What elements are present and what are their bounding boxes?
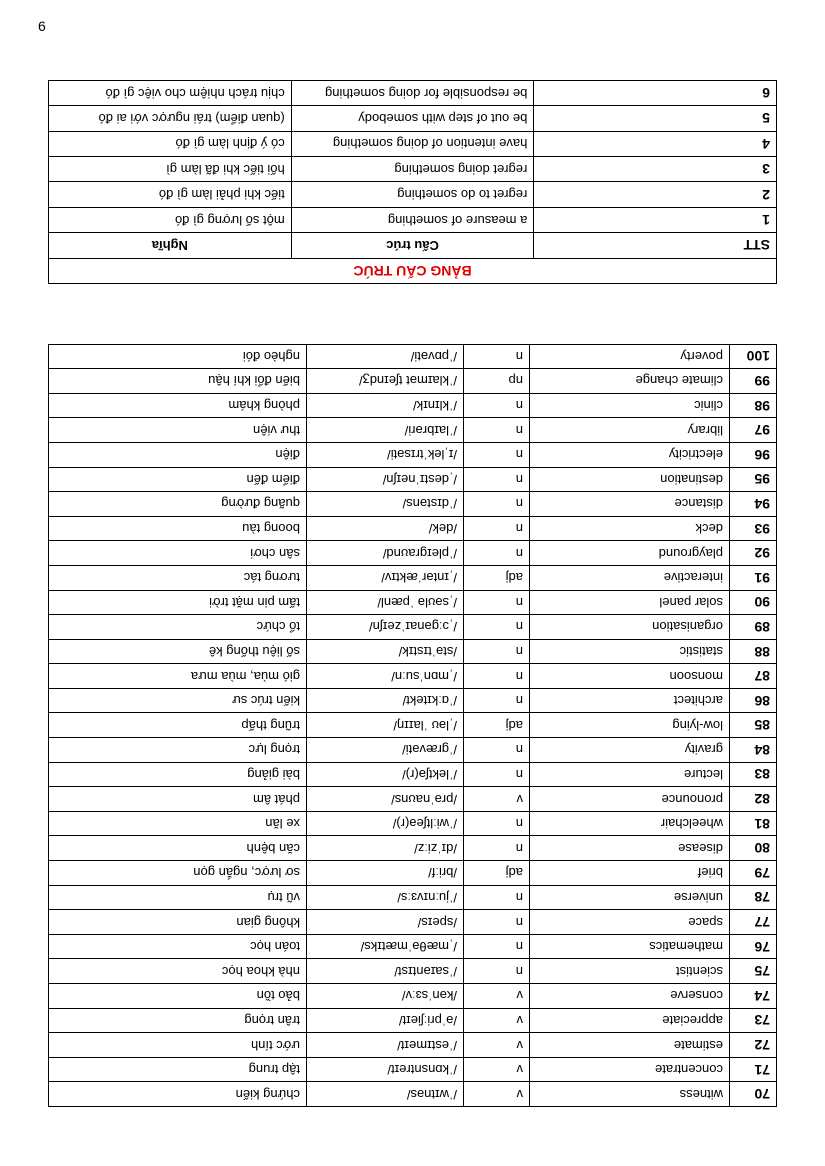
vocab-part-of-speech: n bbox=[464, 516, 530, 541]
vocab-part-of-speech: v bbox=[464, 1033, 530, 1058]
vocab-part-of-speech: adj bbox=[464, 565, 530, 590]
vocab-word: clinic bbox=[530, 393, 730, 418]
vocab-meaning: điện bbox=[49, 442, 307, 467]
vocab-part-of-speech: n bbox=[464, 590, 530, 615]
vocab-word: monsoon bbox=[530, 664, 730, 689]
vocab-row bbox=[49, 492, 777, 517]
structure-meaning: tiếc khi phải làm gì đó bbox=[49, 182, 292, 207]
vocab-part-of-speech: n bbox=[464, 688, 530, 713]
vocab-part-of-speech: n bbox=[464, 344, 530, 369]
vocab-word: space bbox=[530, 910, 730, 935]
vocab-pronunciation: /ˈpɒvəti/ bbox=[307, 344, 464, 369]
vocab-number: 99 bbox=[730, 369, 777, 394]
vocab-number: 84 bbox=[730, 738, 777, 763]
vocab-row bbox=[49, 934, 777, 959]
vocab-word: architect bbox=[530, 688, 730, 713]
vocab-word: destination bbox=[530, 467, 730, 492]
structure-meaning: (quan điểm) trái ngược với ai đó bbox=[49, 106, 292, 131]
structure-row bbox=[49, 131, 777, 156]
vocab-part-of-speech: adj bbox=[464, 713, 530, 738]
vocab-part-of-speech: n bbox=[464, 492, 530, 517]
structure-table-title: BẢNG CẤU TRÚC bbox=[49, 258, 777, 283]
vocab-meaning: tương tác bbox=[49, 565, 307, 590]
vocab-pronunciation: /dek/ bbox=[307, 516, 464, 541]
vocab-meaning: boong tàu bbox=[49, 516, 307, 541]
structure-row bbox=[49, 80, 777, 105]
vocab-part-of-speech: v bbox=[464, 787, 530, 812]
vocab-number: 94 bbox=[730, 492, 777, 517]
vocab-meaning: căn bệnh bbox=[49, 836, 307, 861]
vocab-row bbox=[49, 1057, 777, 1082]
vocab-row bbox=[49, 738, 777, 763]
vocab-part-of-speech: n bbox=[464, 639, 530, 664]
header-stt: STT bbox=[534, 233, 777, 258]
structure-meaning: có ý định làm gì đó bbox=[49, 131, 292, 156]
vocab-word: pronounce bbox=[530, 787, 730, 812]
vocab-meaning: bài giảng bbox=[49, 762, 307, 787]
vocab-row bbox=[49, 590, 777, 615]
structure-row bbox=[49, 106, 777, 131]
vocab-pronunciation: /ˈsaɪəntɪst/ bbox=[307, 959, 464, 984]
vocab-number: 87 bbox=[730, 664, 777, 689]
structure-title-row bbox=[49, 258, 777, 283]
vocab-pronunciation: /ˌɔːɡənaɪˈzeɪʃn/ bbox=[307, 615, 464, 640]
vocab-pronunciation: /ˈɑːkɪtekt/ bbox=[307, 688, 464, 713]
header-meaning: Nghĩa bbox=[49, 233, 292, 258]
vocab-part-of-speech: n bbox=[464, 959, 530, 984]
structure-table bbox=[48, 80, 777, 284]
vocab-row bbox=[49, 565, 777, 590]
vocab-row bbox=[49, 344, 777, 369]
vocab-pronunciation: /speɪs/ bbox=[307, 910, 464, 935]
vocab-number: 83 bbox=[730, 762, 777, 787]
vocab-pronunciation: /ɪˌlekˈtrɪsəti/ bbox=[307, 442, 464, 467]
vocab-number: 92 bbox=[730, 541, 777, 566]
vocab-number: 71 bbox=[730, 1057, 777, 1082]
structure-row bbox=[49, 182, 777, 207]
vocab-pronunciation: /ˈwiːltʃeə(r)/ bbox=[307, 811, 464, 836]
vocab-meaning: thư viện bbox=[49, 418, 307, 443]
vocab-word: deck bbox=[530, 516, 730, 541]
vocab-number: 88 bbox=[730, 639, 777, 664]
vocab-row bbox=[49, 910, 777, 935]
vocab-part-of-speech: n bbox=[464, 885, 530, 910]
vocab-number: 91 bbox=[730, 565, 777, 590]
vocab-word: scientist bbox=[530, 959, 730, 984]
vocab-number: 79 bbox=[730, 861, 777, 886]
structure-phrase: regret doing something bbox=[291, 157, 534, 182]
vocab-row bbox=[49, 1008, 777, 1033]
vocab-number: 82 bbox=[730, 787, 777, 812]
vocab-number: 73 bbox=[730, 1008, 777, 1033]
vocab-row bbox=[49, 861, 777, 886]
vocab-meaning: ước tính bbox=[49, 1033, 307, 1058]
vocab-meaning: bảo tồn bbox=[49, 984, 307, 1009]
vocab-row bbox=[49, 1082, 777, 1107]
vocab-pronunciation: /ˌmæθəˈmætɪks/ bbox=[307, 934, 464, 959]
vocab-word: universe bbox=[530, 885, 730, 910]
vocab-number: 85 bbox=[730, 713, 777, 738]
vocab-pronunciation: /ˈwɪtnəs/ bbox=[307, 1082, 464, 1107]
vocab-number: 78 bbox=[730, 885, 777, 910]
vocab-pronunciation: /ˈlektʃə(r)/ bbox=[307, 762, 464, 787]
vocab-meaning: toán học bbox=[49, 934, 307, 959]
vocab-meaning: quãng đường bbox=[49, 492, 307, 517]
vocab-row bbox=[49, 664, 777, 689]
vocab-pronunciation: /ˈkɒnsntreɪt/ bbox=[307, 1057, 464, 1082]
vocab-number: 86 bbox=[730, 688, 777, 713]
structure-meaning: một số lượng gì đó bbox=[49, 207, 292, 232]
vocab-row bbox=[49, 369, 777, 394]
vocab-row bbox=[49, 836, 777, 861]
vocab-word: statistic bbox=[530, 639, 730, 664]
vocab-pronunciation: /prəˈnaʊns/ bbox=[307, 787, 464, 812]
vocab-number: 96 bbox=[730, 442, 777, 467]
vocab-number: 100 bbox=[730, 344, 777, 369]
vocab-meaning: nghèo đói bbox=[49, 344, 307, 369]
vocab-word: estimate bbox=[530, 1033, 730, 1058]
vocab-number: 90 bbox=[730, 590, 777, 615]
header-structure: Cấu trúc bbox=[291, 233, 534, 258]
vocab-row bbox=[49, 713, 777, 738]
vocab-part-of-speech: v bbox=[464, 984, 530, 1009]
vocab-row bbox=[49, 811, 777, 836]
vocab-word: lecture bbox=[530, 762, 730, 787]
vocab-pronunciation: /ˌɪntərˈæktɪv/ bbox=[307, 565, 464, 590]
vocab-pronunciation: /ˈklaɪmət tʃeɪndʒ/ bbox=[307, 369, 464, 394]
vocab-word: distance bbox=[530, 492, 730, 517]
vocab-word: poverty bbox=[530, 344, 730, 369]
vocab-meaning: sân chơi bbox=[49, 541, 307, 566]
vocab-part-of-speech: n bbox=[464, 393, 530, 418]
vocab-meaning: tấm pin mặt trời bbox=[49, 590, 307, 615]
vocab-word: mathematics bbox=[530, 934, 730, 959]
vocab-part-of-speech: v bbox=[464, 1008, 530, 1033]
vocab-word: organisation bbox=[530, 615, 730, 640]
vocab-meaning: phòng khám bbox=[49, 393, 307, 418]
vocab-pronunciation: /ˈɡrævəti/ bbox=[307, 738, 464, 763]
vocab-meaning: biến đổi khí hậu bbox=[49, 369, 307, 394]
structure-phrase: be responsible for doing something bbox=[291, 80, 534, 105]
vocab-number: 76 bbox=[730, 934, 777, 959]
vocab-row bbox=[49, 516, 777, 541]
vocab-row bbox=[49, 442, 777, 467]
vocab-meaning: xe lăn bbox=[49, 811, 307, 836]
vocab-number: 70 bbox=[730, 1082, 777, 1107]
vocab-pronunciation: /ˌsəʊlə ˈpænl/ bbox=[307, 590, 464, 615]
vocab-number: 93 bbox=[730, 516, 777, 541]
structure-meaning: chịu trách nhiệm cho việc gì đó bbox=[49, 80, 292, 105]
vocab-part-of-speech: n bbox=[464, 442, 530, 467]
structure-number: 5 bbox=[534, 106, 777, 131]
vocabulary-table-body bbox=[49, 344, 777, 1106]
structure-row bbox=[49, 207, 777, 232]
vocab-meaning: phát âm bbox=[49, 787, 307, 812]
vocab-part-of-speech: n bbox=[464, 541, 530, 566]
vocab-word: wheelchair bbox=[530, 811, 730, 836]
vocab-meaning: nhà khoa học bbox=[49, 959, 307, 984]
vocab-number: 72 bbox=[730, 1033, 777, 1058]
vocab-row bbox=[49, 885, 777, 910]
vocab-pronunciation: /ˈpleɪɡraʊnd/ bbox=[307, 541, 464, 566]
vocab-part-of-speech: n bbox=[464, 418, 530, 443]
vocab-meaning: không gian bbox=[49, 910, 307, 935]
vocab-word: disease bbox=[530, 836, 730, 861]
vocab-row bbox=[49, 467, 777, 492]
vocab-part-of-speech: n bbox=[464, 910, 530, 935]
vocab-pronunciation: /əˈpriːʃieɪt/ bbox=[307, 1008, 464, 1033]
structure-number: 2 bbox=[534, 182, 777, 207]
vocab-meaning: số liệu thống kê bbox=[49, 639, 307, 664]
vocab-part-of-speech: n bbox=[464, 664, 530, 689]
vocab-row bbox=[49, 639, 777, 664]
vocab-part-of-speech: n bbox=[464, 836, 530, 861]
page-number: 6 bbox=[38, 18, 46, 34]
vocab-word: gravity bbox=[530, 738, 730, 763]
vocab-number: 81 bbox=[730, 811, 777, 836]
structure-table-body bbox=[49, 80, 777, 283]
vocab-pronunciation: /ˈestɪmeɪt/ bbox=[307, 1033, 464, 1058]
vocab-pronunciation: /ˌləʊ ˈlaɪɪŋ/ bbox=[307, 713, 464, 738]
vocab-number: 74 bbox=[730, 984, 777, 1009]
vocab-part-of-speech: v bbox=[464, 1057, 530, 1082]
vocab-pronunciation: /ˈlaɪbrəri/ bbox=[307, 418, 464, 443]
vocab-pronunciation: /ˈjuːnɪvɜːs/ bbox=[307, 885, 464, 910]
vocab-word: interactive bbox=[530, 565, 730, 590]
vocab-row bbox=[49, 959, 777, 984]
vocab-part-of-speech: n bbox=[464, 615, 530, 640]
vocab-part-of-speech: np bbox=[464, 369, 530, 394]
structure-meaning: hối tiếc khi đã làm gì bbox=[49, 157, 292, 182]
vocab-part-of-speech: n bbox=[464, 738, 530, 763]
vocab-number: 89 bbox=[730, 615, 777, 640]
vocab-word: brief bbox=[530, 861, 730, 886]
vocabulary-table bbox=[48, 344, 777, 1107]
vocab-pronunciation: /dɪˈziːz/ bbox=[307, 836, 464, 861]
structure-phrase: a measure of something bbox=[291, 207, 534, 232]
vocab-pronunciation: /ˌmɒnˈsuːn/ bbox=[307, 664, 464, 689]
vocab-row bbox=[49, 418, 777, 443]
vocab-word: witness bbox=[530, 1082, 730, 1107]
vocab-meaning: tổ chức bbox=[49, 615, 307, 640]
vocab-row bbox=[49, 615, 777, 640]
vocab-word: concentrate bbox=[530, 1057, 730, 1082]
vocab-meaning: sơ lược, ngắn gọn bbox=[49, 861, 307, 886]
vocab-word: electricity bbox=[530, 442, 730, 467]
vocab-number: 98 bbox=[730, 393, 777, 418]
vocab-part-of-speech: n bbox=[464, 467, 530, 492]
vocab-meaning: chứng kiến bbox=[49, 1082, 307, 1107]
vocab-meaning: vũ trụ bbox=[49, 885, 307, 910]
vocab-meaning: trũng thấp bbox=[49, 713, 307, 738]
vocab-word: low-lying bbox=[530, 713, 730, 738]
structure-phrase: be out of step with somebody bbox=[291, 106, 534, 131]
vocab-part-of-speech: v bbox=[464, 1082, 530, 1107]
structure-number: 3 bbox=[534, 157, 777, 182]
vocab-row bbox=[49, 688, 777, 713]
structure-phrase: regret to do something bbox=[291, 182, 534, 207]
vocab-row bbox=[49, 541, 777, 566]
vocab-row bbox=[49, 393, 777, 418]
vocab-meaning: gió mùa, mùa mưa bbox=[49, 664, 307, 689]
structure-number: 1 bbox=[534, 207, 777, 232]
vocab-number: 77 bbox=[730, 910, 777, 935]
vocab-word: climate change bbox=[530, 369, 730, 394]
vocab-row bbox=[49, 984, 777, 1009]
vocab-meaning: trân trọng bbox=[49, 1008, 307, 1033]
vocab-meaning: điểm đến bbox=[49, 467, 307, 492]
vocab-part-of-speech: adj bbox=[464, 861, 530, 886]
structure-header-row bbox=[49, 233, 777, 258]
vocab-number: 97 bbox=[730, 418, 777, 443]
vocab-row bbox=[49, 762, 777, 787]
vocab-part-of-speech: n bbox=[464, 762, 530, 787]
vocab-meaning: kiến trúc sư bbox=[49, 688, 307, 713]
vocab-number: 95 bbox=[730, 467, 777, 492]
vocab-part-of-speech: n bbox=[464, 934, 530, 959]
vocab-pronunciation: /briːf/ bbox=[307, 861, 464, 886]
vocab-word: library bbox=[530, 418, 730, 443]
vocab-word: playground bbox=[530, 541, 730, 566]
vocab-pronunciation: /ˈdɪstəns/ bbox=[307, 492, 464, 517]
structure-number: 6 bbox=[534, 80, 777, 105]
vocab-number: 75 bbox=[730, 959, 777, 984]
vocab-word: appreciate bbox=[530, 1008, 730, 1033]
vocab-row bbox=[49, 1033, 777, 1058]
vocab-pronunciation: /stəˈtɪstɪk/ bbox=[307, 639, 464, 664]
vocab-word: solar panel bbox=[530, 590, 730, 615]
structure-phrase: have intention of doing something bbox=[291, 131, 534, 156]
vocab-number: 80 bbox=[730, 836, 777, 861]
structure-number: 4 bbox=[534, 131, 777, 156]
structure-row bbox=[49, 157, 777, 182]
vocab-part-of-speech: n bbox=[464, 811, 530, 836]
vocab-pronunciation: /ˈklɪnɪk/ bbox=[307, 393, 464, 418]
vocab-row bbox=[49, 787, 777, 812]
vocab-word: conserve bbox=[530, 984, 730, 1009]
vocab-pronunciation: /kənˈsɜːv/ bbox=[307, 984, 464, 1009]
vocab-meaning: tập trung bbox=[49, 1057, 307, 1082]
vocab-meaning: trọng lực bbox=[49, 738, 307, 763]
vocab-pronunciation: /ˌdestɪˈneɪʃn/ bbox=[307, 467, 464, 492]
